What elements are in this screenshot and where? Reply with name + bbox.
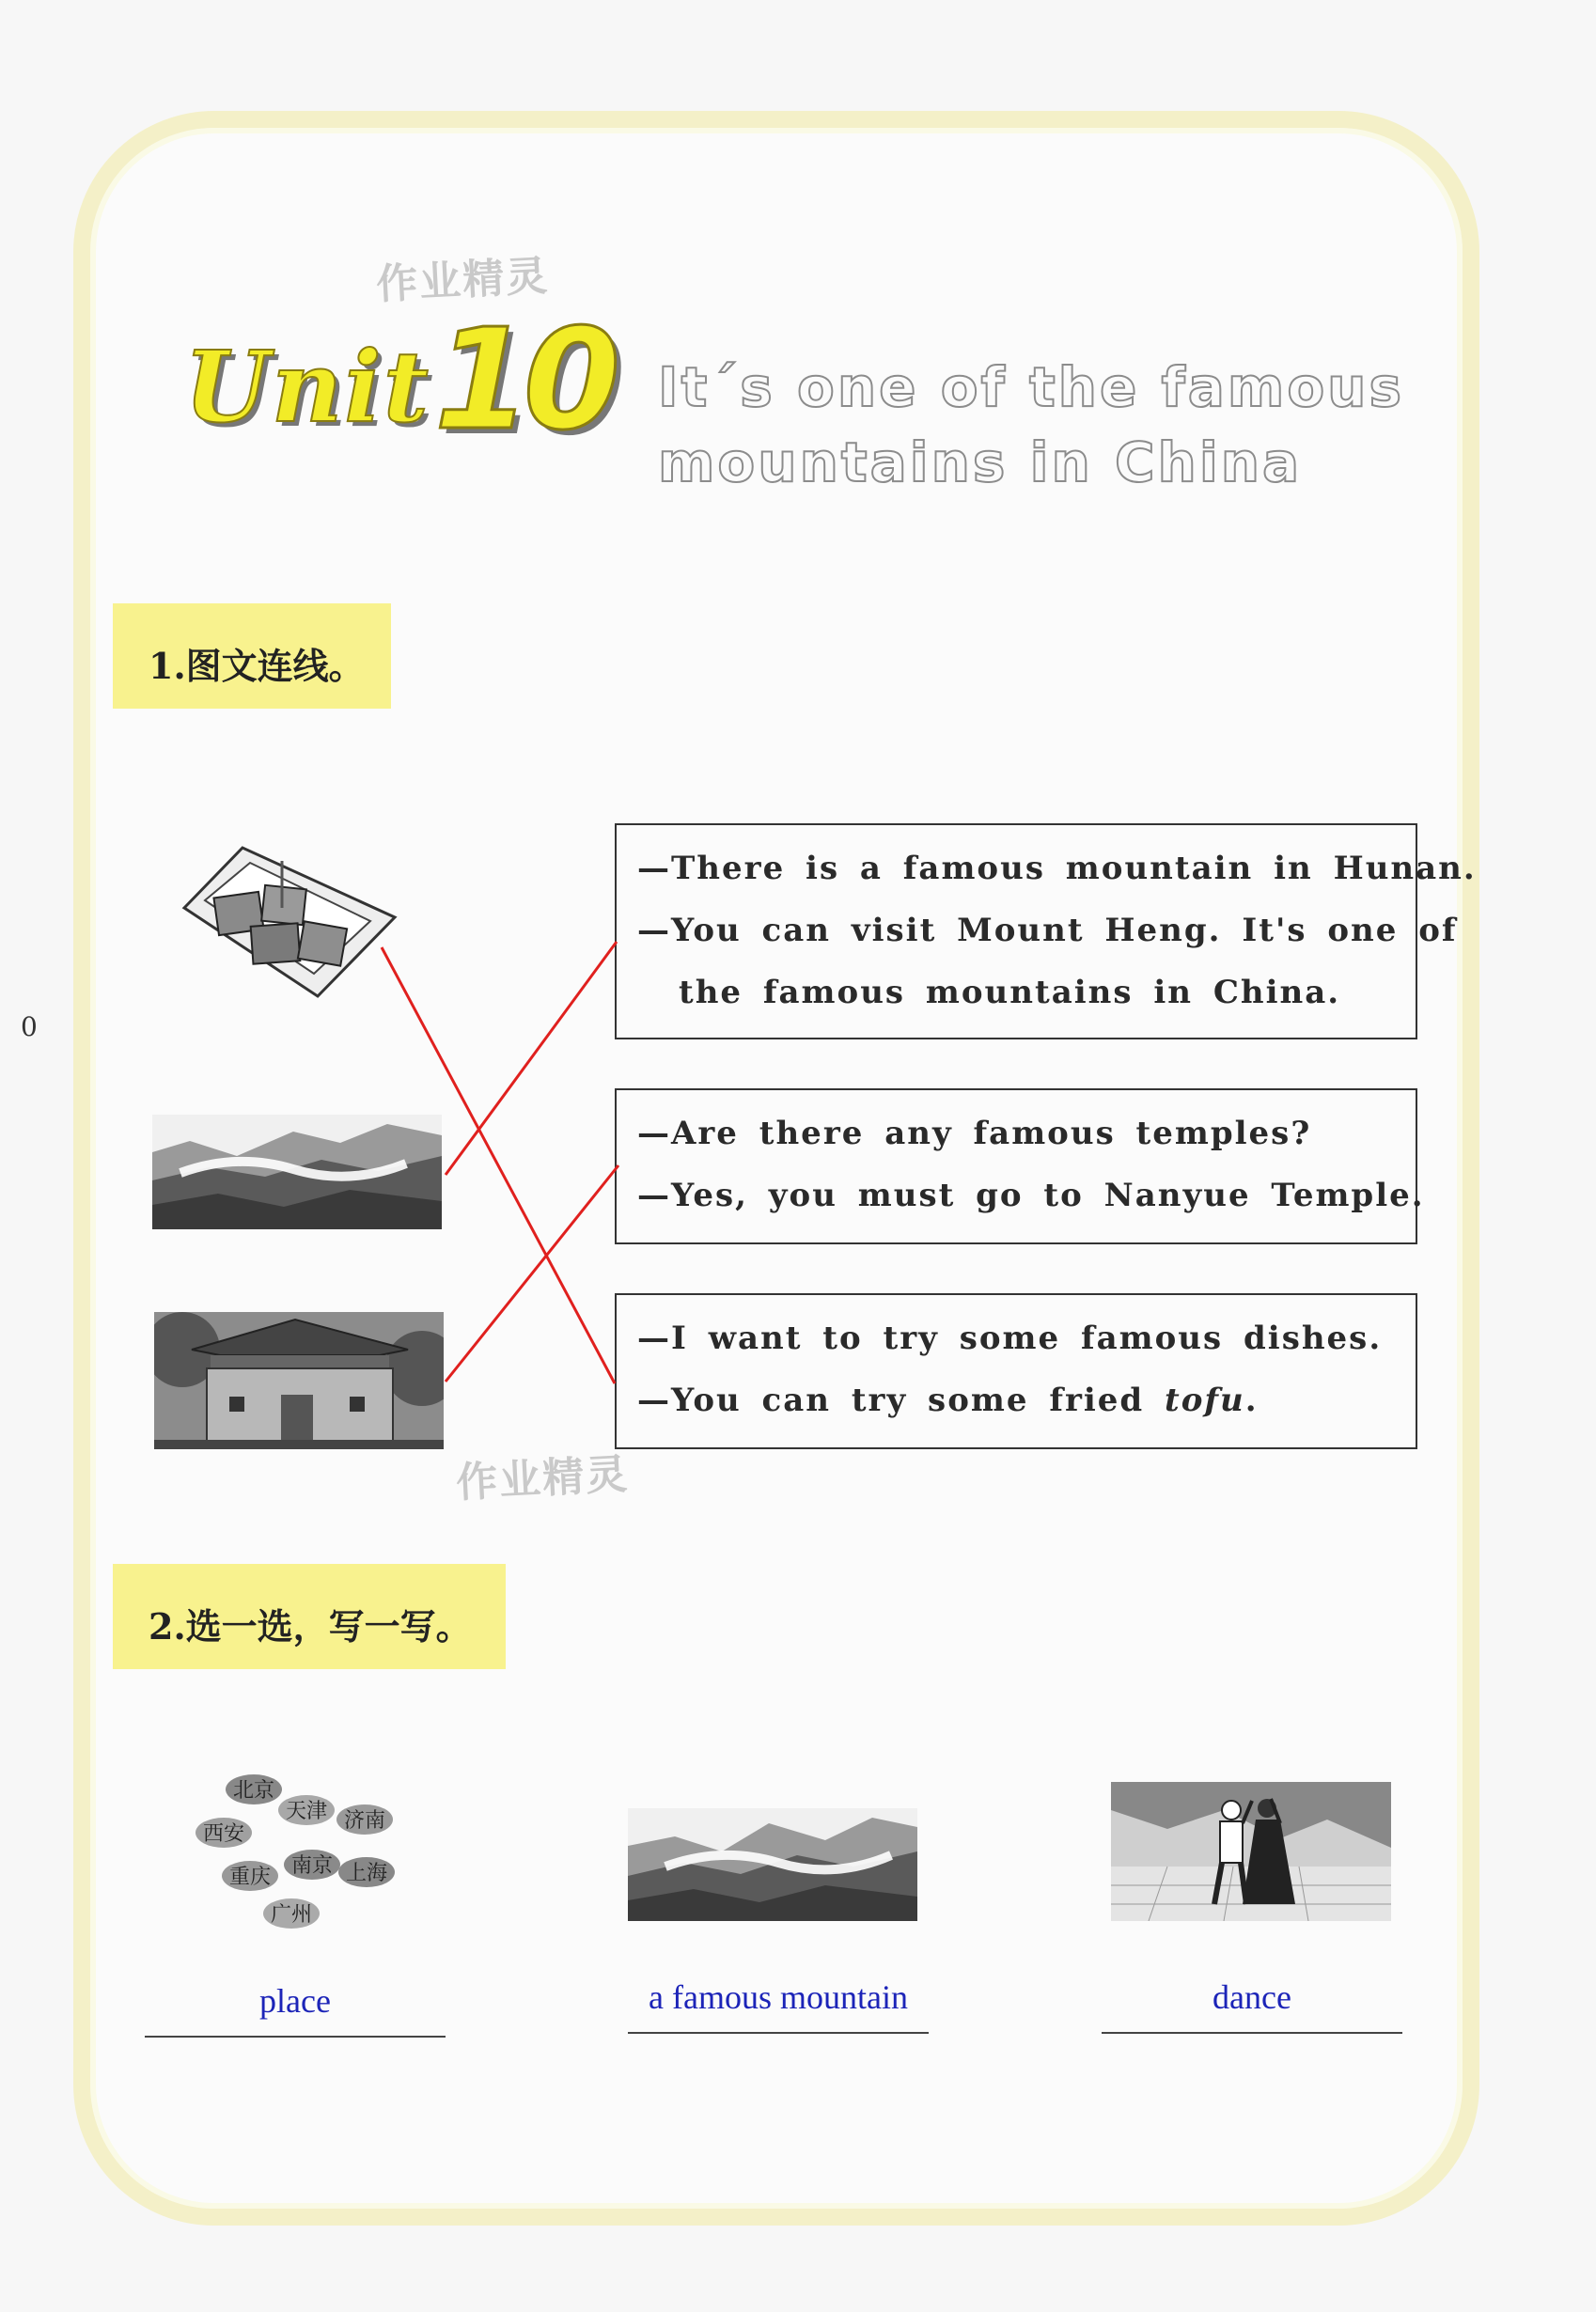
city-label: 西安 <box>203 1822 245 1846</box>
box3-line2: —You can try some fried tofu. <box>637 1382 1259 1419</box>
section2-header: 2.选一选，写一写。 <box>113 1564 506 1669</box>
city-label: 重庆 <box>229 1866 272 1889</box>
box1-line1: —There is a famous mountain in Hunan. <box>637 850 1477 887</box>
tofu-word: tofu <box>1165 1382 1245 1419</box>
match-line-mountain <box>446 942 617 1175</box>
city-label: 广州 <box>271 1903 313 1927</box>
unit-label: Unit <box>184 329 430 445</box>
dancers-icon <box>1111 1782 1391 1921</box>
box1-line3: the famous mountains in China. <box>679 974 1341 1011</box>
answer-1: place <box>259 1982 331 2020</box>
city-label: 南京 <box>291 1854 334 1878</box>
box3-line1: —I want to try some famous dishes. <box>637 1320 1383 1357</box>
answer-1-underline <box>145 2036 446 2038</box>
box1-line2: —You can visit Mount Heng. It's one of <box>637 912 1458 949</box>
section1-header: 1.图文连线。 <box>113 603 391 709</box>
watermark: 作业精灵 <box>455 1450 631 1507</box>
answer-3-underline <box>1102 2032 1402 2034</box>
city-label: 北京 <box>233 1779 275 1803</box>
city-label: 天津 <box>286 1800 328 1823</box>
city-map-icon <box>186 1765 408 1940</box>
mountain-icon <box>628 1808 917 1921</box>
unit-subtitle-line2: mountains in China <box>658 430 1303 494</box>
box2-line2: —Yes, you must go to Nanyue Temple. <box>637 1177 1425 1214</box>
answer-2: a famous mountain <box>649 1978 908 2016</box>
city-label: 上海 <box>346 1862 388 1885</box>
answer-3: dance <box>1213 1978 1291 2016</box>
margin-mark: 0 <box>21 1011 38 1042</box>
unit-subtitle-line1: It´s one of the famous <box>658 355 1404 419</box>
watermark: 作业精灵 <box>375 252 551 309</box>
box2-line1: —Are there any famous temples? <box>637 1115 1312 1152</box>
match-line-temple <box>446 1165 618 1382</box>
unit-number: 10 <box>434 299 613 461</box>
city-label: 济南 <box>344 1809 386 1833</box>
answer-2-underline <box>628 2032 929 2034</box>
